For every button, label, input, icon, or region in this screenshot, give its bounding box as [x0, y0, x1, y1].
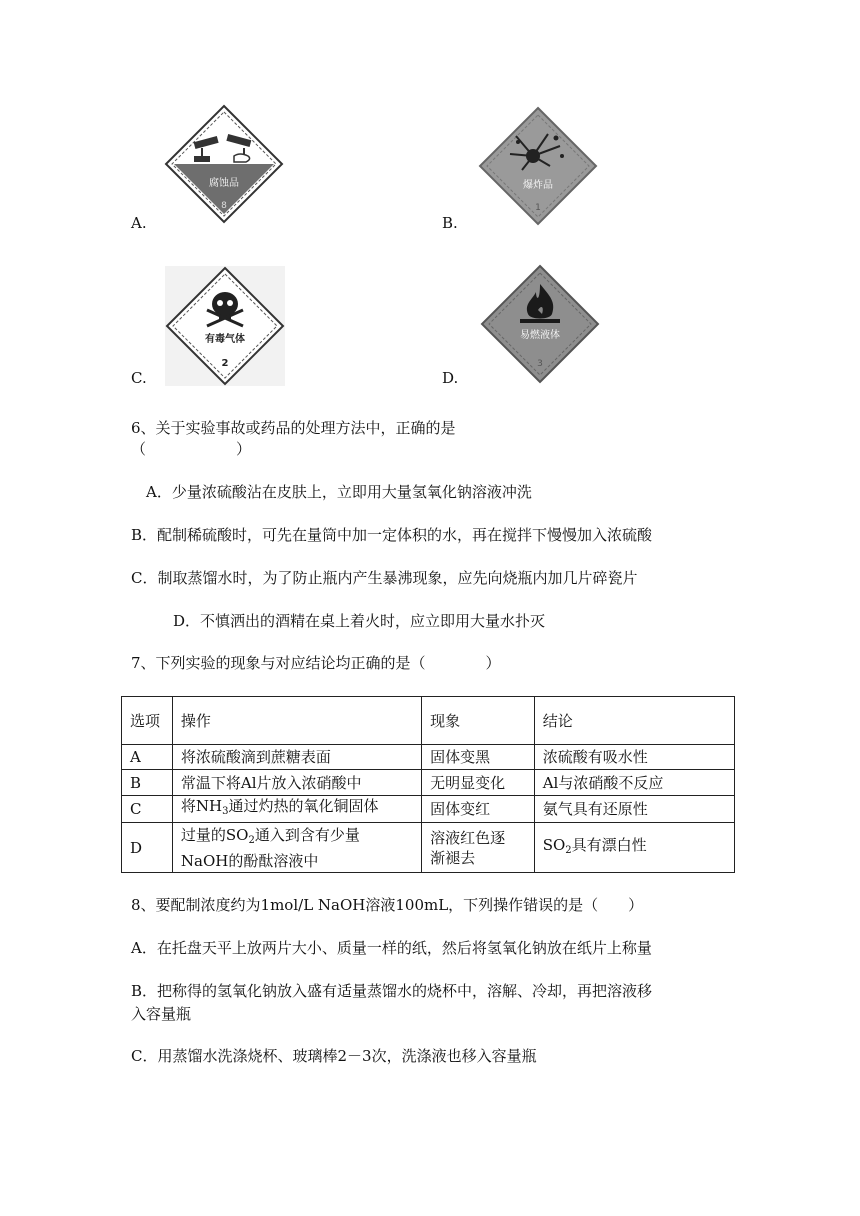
option-d-text: D．不慎洒出的酒精在桌上着火时，应立即用大量水扑灭: [173, 612, 546, 630]
question-8-stem: 8、要配制浓度约为1mol/L NaOH溶液100mL，下列操作错误的是（ ）: [131, 896, 644, 914]
sign-number: 2: [221, 358, 229, 369]
flammable-liquid-hazard-sign: [480, 264, 600, 384]
table-row: [122, 770, 735, 796]
row-conclusion: 浓硫酸有吸水性: [534, 745, 734, 770]
option-b-text: B．配制稀硫酸时，可先在量筒中加一定体积的水，再在搅拌下慢慢加入浓硫酸: [131, 526, 653, 544]
option-a-text: A．在托盘天平上放两片大小、质量一样的纸，然后将氢氧化钠放在纸片上称量: [131, 939, 652, 957]
sign-label: 易燃液体: [520, 330, 560, 341]
row-conclusion: Al与浓硝酸不反应: [534, 770, 734, 796]
row-operation: 过量的$SO_2$通入到含有少量 NaOH的酚酞溶液中: [172, 823, 421, 873]
row-operation: 将浓硫酸滴到蔗糖表面: [172, 745, 421, 770]
sign-number: 3: [537, 359, 543, 369]
row-operation: 常温下将Al片放入浓硝酸中: [172, 770, 421, 796]
row-phenomenon: 溶液红色逐 渐褪去: [422, 823, 535, 873]
table-row: [122, 823, 735, 873]
header-conclusion: 结论: [534, 697, 734, 745]
sign-label: 爆炸品: [523, 180, 553, 191]
option-c-text: C．用蒸馏水洗涤烧杯、玻璃棒2－3次，洗涤液也移入容量瓶: [131, 1047, 537, 1065]
sign-label: 有毒气体: [205, 334, 245, 345]
row-operation: 将$NH_3$通过灼热的氧化铜固体: [172, 796, 421, 823]
toxic-gas-hazard-sign: [165, 266, 285, 386]
answer-parentheses: （ ）: [131, 440, 252, 458]
header-phenomenon: 现象: [422, 697, 535, 745]
sign-number: 1: [535, 203, 541, 213]
row-option: A: [122, 745, 173, 770]
row-conclusion: $SO_2$具有漂白性: [534, 823, 734, 873]
row-phenomenon: 固体变红: [422, 796, 535, 823]
table-row: [122, 796, 735, 823]
option-b-text-continued: 入容量瓶: [131, 1005, 192, 1023]
question-7-stem: 7、下列实验的现象与对应结论均正确的是（ ）: [131, 654, 501, 672]
table-row: [122, 745, 735, 770]
row-option: C: [122, 796, 173, 823]
row-phenomenon: 固体变黑: [422, 745, 535, 770]
row-option: B: [122, 770, 173, 796]
option-letter: C.: [131, 369, 147, 387]
explosive-hazard-sign: [478, 106, 598, 226]
option-letter: A.: [131, 214, 147, 232]
sign-number: 8: [221, 201, 227, 211]
sign-label: 腐蚀品: [209, 178, 239, 189]
row-phenomenon: 无明显变化: [422, 770, 535, 796]
option-b-text: B．把称得的氢氧化钠放入盛有适量蒸馏水的烧杯中，溶解、冷却，再把溶液移: [131, 982, 653, 1000]
row-option: D: [122, 823, 173, 873]
header-option: 选项: [122, 697, 173, 745]
question-6-stem: 6、关于实验事故或药品的处理方法中，正确的是: [131, 419, 456, 437]
table-header-row: [122, 697, 735, 745]
option-c-text: C．制取蒸馏水时，为了防止瓶内产生暴沸现象，应先向烧瓶内加几片碎瓷片: [131, 569, 638, 587]
option-a-text: A．少量浓硫酸沾在皮肤上，立即用大量氢氧化钠溶液冲洗: [146, 483, 532, 501]
row-conclusion: 氨气具有还原性: [534, 796, 734, 823]
corrosive-hazard-sign: [164, 104, 284, 224]
option-letter: D.: [442, 369, 459, 387]
option-letter: B.: [442, 214, 458, 232]
header-operation: 操作: [172, 697, 421, 745]
experiment-table: [121, 696, 735, 873]
